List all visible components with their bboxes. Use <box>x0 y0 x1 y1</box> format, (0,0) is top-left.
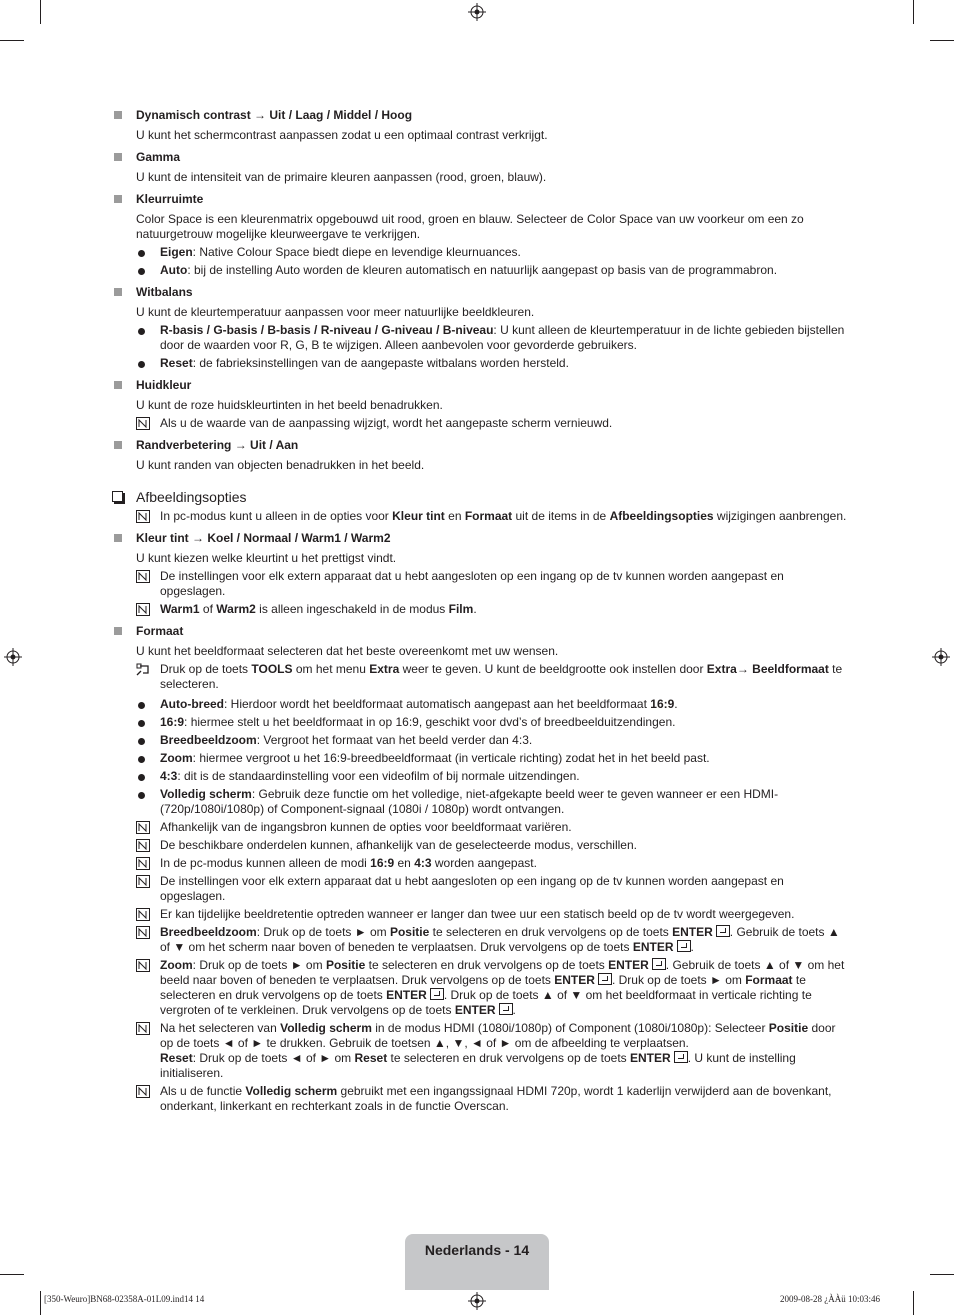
square-bullet-icon <box>114 111 122 119</box>
paragraph: Color Space is een kleurenmatrix opgebouwd uit rood, groen en blauw. Selecteer de Color Space van uw voorkeur om een zo natuurgetrouw mogelijke kleurweergave te verkrijgen. <box>136 212 804 241</box>
note-icon <box>136 959 150 972</box>
square-bullet-icon <box>114 627 122 635</box>
crop-mark <box>913 0 914 24</box>
bullet-icon <box>138 756 145 763</box>
heading-huidkleur: Huidkleur <box>112 378 847 393</box>
note: De beschikbare onderdelen kunnen, afhankelijk van de geselecteerde modus, verschillen. <box>112 838 847 853</box>
square-bullet-icon <box>114 153 122 161</box>
manual-content <box>112 108 847 1114</box>
bullet-icon <box>138 361 145 368</box>
paragraph: U kunt kiezen welke kleurtint u het prettigst vindt. <box>136 551 397 565</box>
note: Na het selecteren van Volledig scherm in de modus HDMI (1080i/1080p) of Component (1080i/1080p): Selecteer Positie door op de toets ◄ of ► te drukken. Gebruik de toetsen ▲, ▼, ◄ of ► om de afbeelding te verplaatsen. Reset: Druk op de toets ◄ of ► om Reset te selecteren en druk vervolgens op de toets ENTER . U kunt de instelling initialiseren. <box>112 1021 847 1081</box>
crop-mark <box>40 1291 41 1315</box>
note-icon <box>136 570 150 583</box>
enter-icon <box>430 988 444 1000</box>
note-icon <box>136 417 150 430</box>
enter-icon <box>674 1051 688 1063</box>
note-icon <box>136 1085 150 1098</box>
heading-randverbetering: Randverbetering → Uit / Aan <box>112 438 847 453</box>
list-item: Auto-breed: Hierdoor wordt het beeldformaat automatisch aangepast aan het beeldformaat 16:9. <box>112 697 847 712</box>
enter-icon <box>716 925 730 937</box>
crop-mark <box>0 1274 24 1275</box>
note: De instellingen voor elk extern apparaat dat u hebt aangesloten op een ingang op de tv kunnen worden aangepast en opgeslagen. <box>112 569 847 599</box>
print-date: 2009-08-28 ¿ÀÀü 10:03:46 <box>780 1294 880 1304</box>
list-item: 16:9: hiermee stelt u het beeldformaat in op 16:9, geschikt voor dvd’s of breedbeelduitzendingen. <box>112 715 847 730</box>
paragraph: U kunt randen van objecten benadrukken in het beeld. <box>136 458 425 472</box>
note: Zoom: Druk op de toets ► om Positie te selecteren en druk vervolgens op de toets ENTER . Gebruik de toets ▲ of ▼ om het beeld naar boven of beneden te verplaatsen. Druk vervolgens op de toets ENTER . Druk op de toets ► om Formaat te selecteren en druk vervolgens op de toets ENTER . Druk op de toets ▲ of ▼ om het beeldformaat in verticale richting te vergroten of te verkleinen. Druk vervolgens op de toets ENTER . <box>112 958 847 1018</box>
square-bullet-icon <box>114 288 122 296</box>
crop-mark <box>913 1291 914 1315</box>
note: Er kan tijdelijke beeldretentie optreden wanneer er langer dan twee uur een statisch beeld op de tv wordt weergegeven. <box>112 907 847 922</box>
note: Als u de functie Volledig scherm gebruikt met een ingangssignaal HDMI 720p, wordt 1 kaderlijn verwijderd aan de bovenkant, onderkant, linkerkant en rechterkant zoals in de functie Overscan. <box>112 1084 847 1114</box>
square-bullet-icon <box>114 195 122 203</box>
file-info: [350-Weuro]BN68-02358A-01L09.ind14 14 <box>44 1294 205 1304</box>
registration-mark-icon <box>468 1292 486 1310</box>
note: Warm1 of Warm2 is alleen ingeschakeld in de modus Film. <box>112 602 847 617</box>
list-item: 4:3: dit is de standaardinstelling voor een videofilm of bij normale uitzendingen. <box>112 769 847 784</box>
heading-formaat: Formaat <box>112 624 847 639</box>
tools-icon <box>136 663 150 676</box>
crop-mark <box>40 0 41 24</box>
note-icon <box>136 908 150 921</box>
note-icon <box>136 603 150 616</box>
note: In de pc-modus kunnen alleen de modi 16:9 en 4:3 worden aangepast. <box>112 856 847 871</box>
note: Breedbeeldzoom: Druk op de toets ► om Positie te selecteren en druk vervolgens op de toets ENTER . Gebruik de toets ▲ of ▼ om het scherm naar boven of beneden te verplaatsen. Druk vervolgens op de toets ENTER . <box>112 925 847 955</box>
list-item: Zoom: hiermee vergroot u het 16:9-breedbeeldformaat (in verticale richting) zodat het in het beeld past. <box>112 751 847 766</box>
paragraph: U kunt de roze huidskleurtinten in het beeld benadrukken. <box>136 398 443 412</box>
section-afbeeldingsopties: Afbeeldingsopties <box>112 488 847 506</box>
bullet-icon <box>138 720 145 727</box>
list-item: Reset: de fabrieksinstellingen van de aangepaste witbalans worden hersteld. <box>112 356 847 371</box>
list-item: Breedbeeldzoom: Vergroot het formaat van het beeld verder dan 4:3. <box>112 733 847 748</box>
heading-dynamisch-contrast: Dynamisch contrast → Uit / Laag / Middel / Hoog <box>112 108 847 123</box>
enter-icon <box>677 940 691 952</box>
crop-mark <box>930 40 954 41</box>
note-icon <box>136 821 150 834</box>
note-icon <box>136 1022 150 1035</box>
note-icon <box>136 926 150 939</box>
bullet-icon <box>138 250 145 257</box>
bullet-icon <box>138 774 145 781</box>
note: Afhankelijk van de ingangsbron kunnen de opties voor beeldformaat variëren. <box>112 820 847 835</box>
heading-kleur-tint: Kleur tint → Koel / Normaal / Warm1 / Warm2 <box>112 531 847 546</box>
registration-mark-icon <box>468 3 486 21</box>
checkbox-icon <box>112 491 123 502</box>
paragraph: U kunt het beeldformaat selecteren dat het beste overeenkomt met uw wensen. <box>136 644 559 658</box>
heading-witbalans: Witbalans <box>112 285 847 300</box>
registration-mark-icon <box>4 648 22 666</box>
enter-icon <box>652 958 666 970</box>
square-bullet-icon <box>114 381 122 389</box>
bullet-icon <box>138 792 145 799</box>
crop-mark <box>0 40 24 41</box>
page-number-tab <box>405 1234 549 1290</box>
page-number: Nederlands - 14 <box>424 1242 530 1258</box>
note-icon <box>136 875 150 888</box>
note-icon <box>136 510 150 523</box>
crop-mark <box>930 1274 954 1275</box>
paragraph: U kunt de kleurtemperatuur aanpassen voor meer natuurlijke beeldkleuren. <box>136 305 535 319</box>
list-item: Eigen: Native Colour Space biedt diepe en levendige kleurnuances. <box>112 245 847 260</box>
paragraph: U kunt de intensiteit van de primaire kleuren aanpassen (rood, groen, blauw). <box>136 170 547 184</box>
heading-kleurruimte: Kleurruimte <box>112 192 847 207</box>
list-item: R-basis / G-basis / B-basis / R-niveau / G-niveau / B-niveau: U kunt alleen de kleurtemperatuur in de lichte gebieden bijstellen door de waarden voor R, G, B te wijzigen. Alleen aanbevolen voor gevorderde gebruikers. <box>112 323 847 353</box>
bullet-icon <box>138 328 145 335</box>
square-bullet-icon <box>114 534 122 542</box>
note: In pc-modus kunt u alleen in de opties voor Kleur tint en Formaat uit de items in de Afbeeldingsopties wijzigingen aanbrengen. <box>112 509 847 524</box>
note-icon <box>136 839 150 852</box>
square-bullet-icon <box>114 441 122 449</box>
registration-mark-icon <box>932 648 950 666</box>
bullet-icon <box>138 268 145 275</box>
note: Als u de waarde van de aanpassing wijzigt, wordt het aangepaste scherm vernieuwd. <box>112 416 847 431</box>
tools-note: Druk op de toets TOOLS om het menu Extra weer te geven. U kunt de beeldgrootte ook instellen door Extra→ Beeldformaat te selecteren. <box>112 662 847 692</box>
note: De instellingen voor elk extern apparaat dat u hebt aangesloten op een ingang op de tv kunnen worden aangepast en opgeslagen. <box>112 874 847 904</box>
list-item: Volledig scherm: Gebruik deze functie om het volledige, niet-afgekapte beeld weer te geven wanneer er een HDMI- (720p/1080i/1080p) of Component-signaal (1080i / 1080p) wordt ontvangen. <box>112 787 847 817</box>
heading-gamma: Gamma <box>112 150 847 165</box>
bullet-icon <box>138 702 145 709</box>
paragraph: U kunt het schermcontrast aanpassen zodat u een optimaal contrast verkrijgt. <box>136 128 548 142</box>
enter-icon <box>499 1003 513 1015</box>
note-icon <box>136 857 150 870</box>
enter-icon <box>598 973 612 985</box>
list-item: Auto: bij de instelling Auto worden de kleuren automatisch en natuurlijk aangepast op basis van de programmabron. <box>112 263 847 278</box>
bullet-icon <box>138 738 145 745</box>
